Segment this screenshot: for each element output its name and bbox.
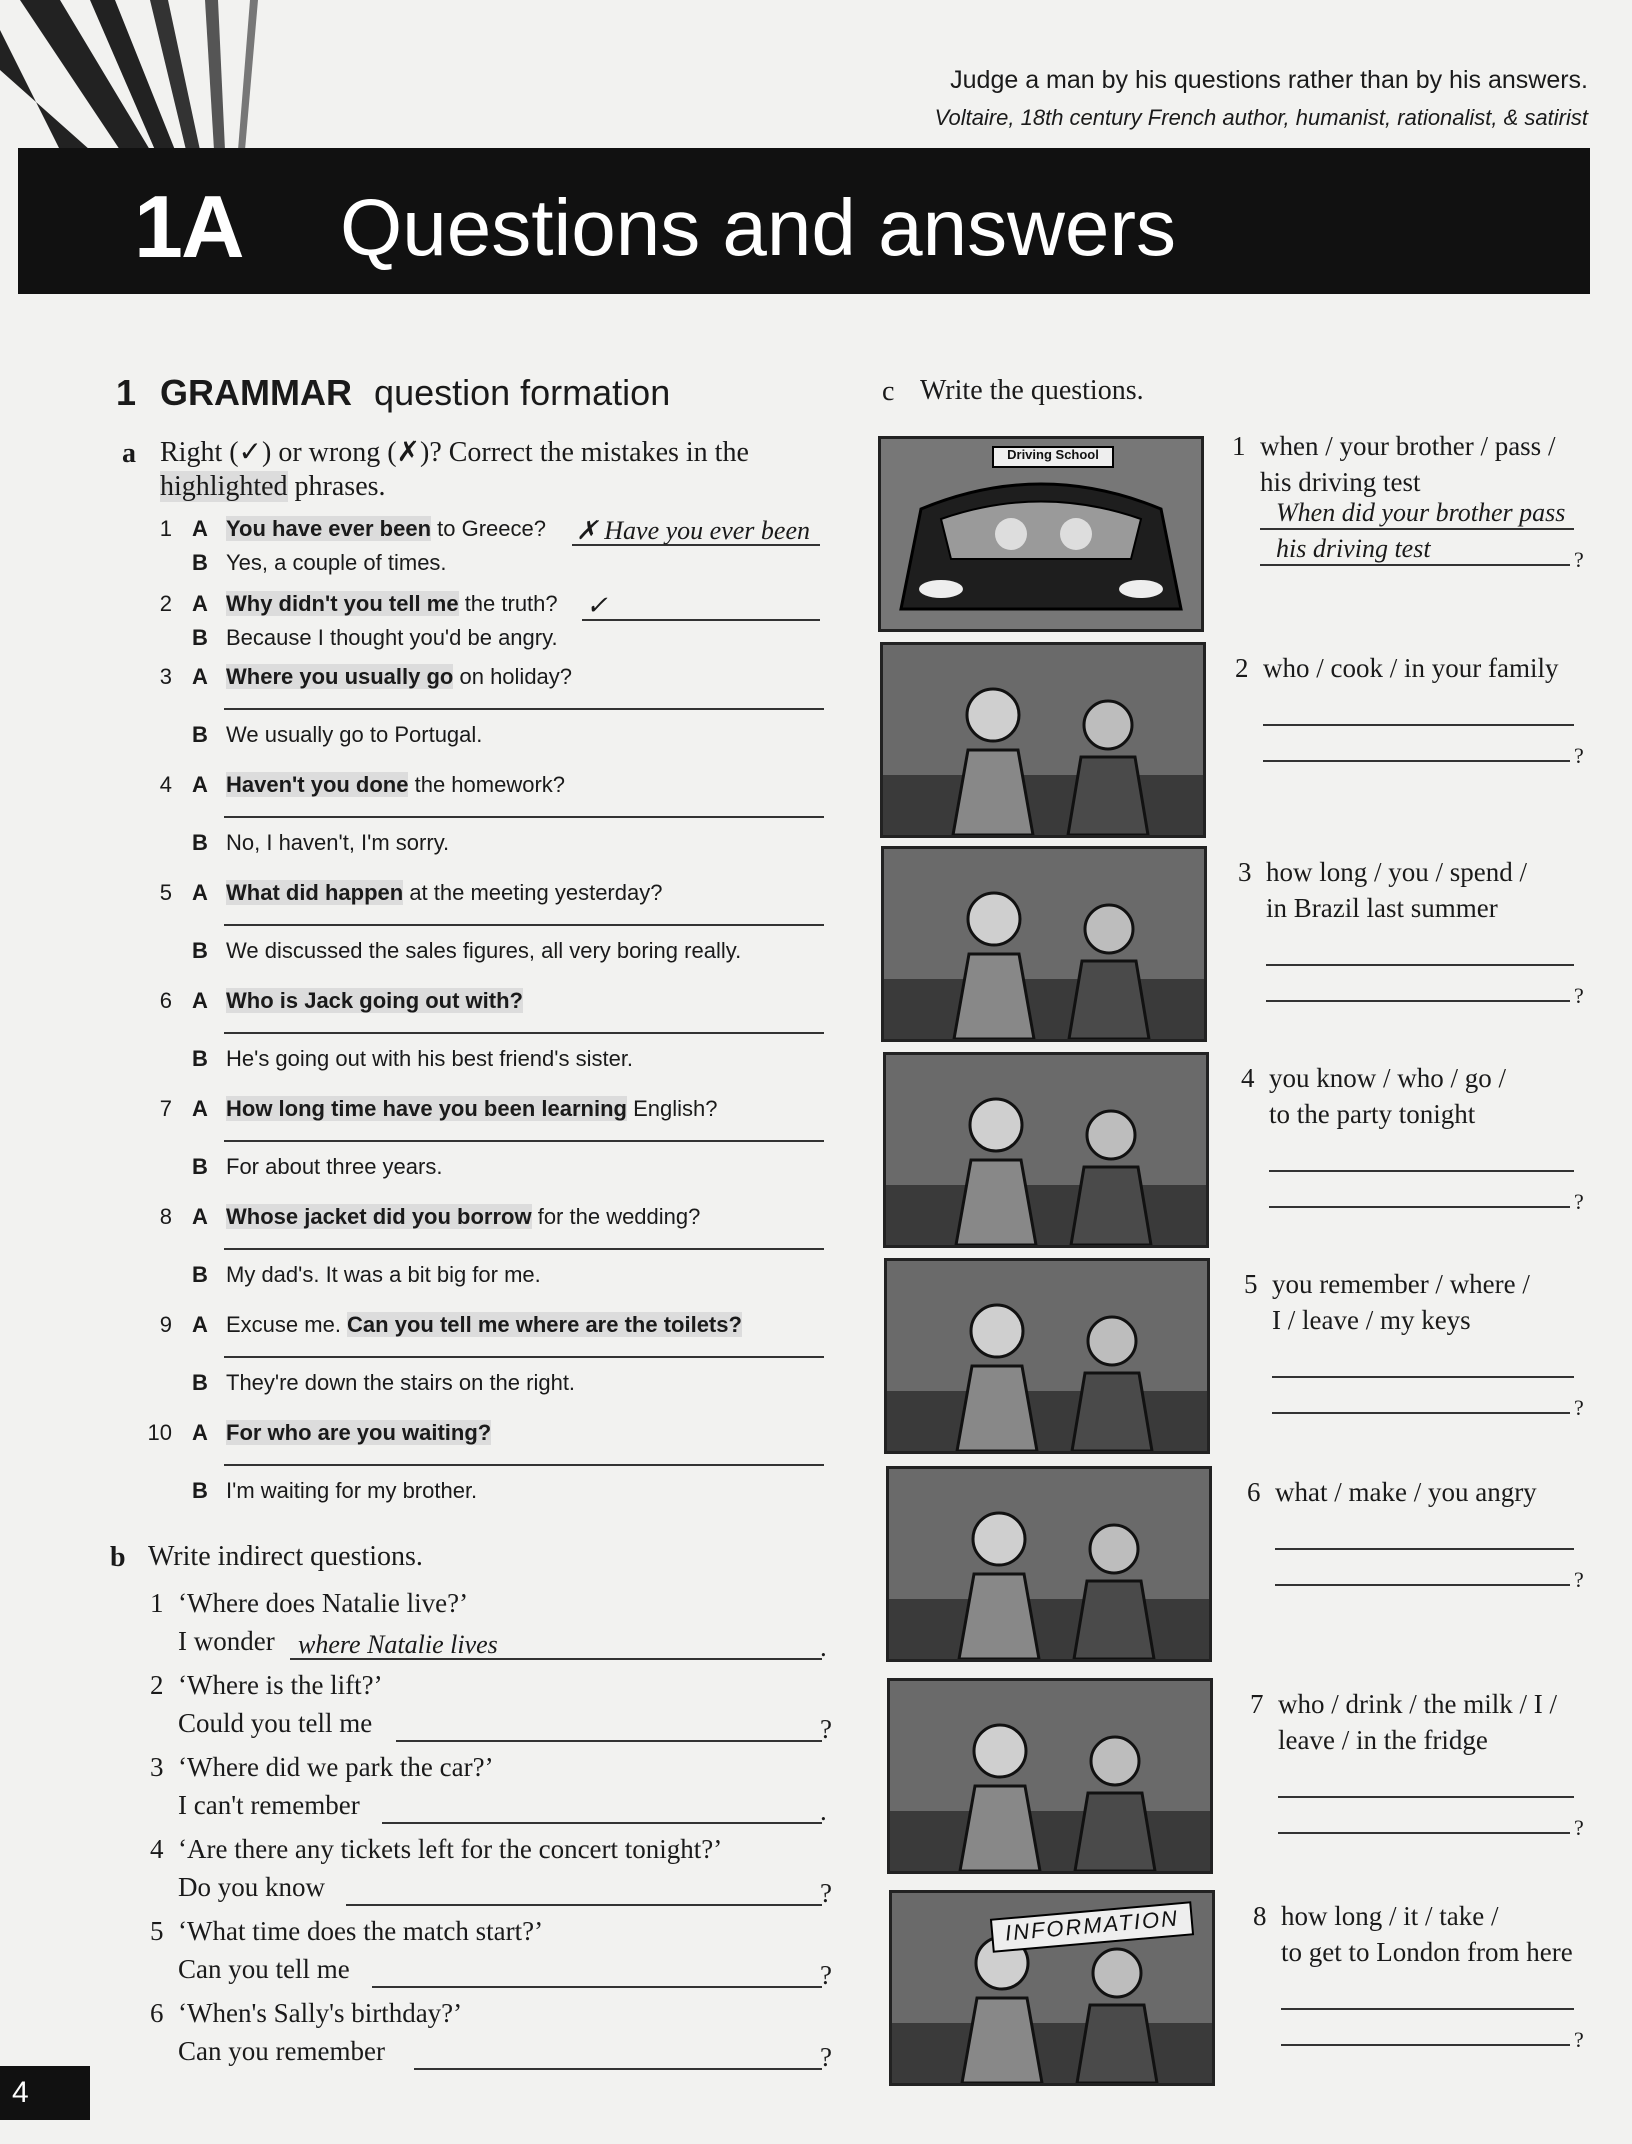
speaker-a-label: A [192,1204,208,1229]
speaker-a-label: A [192,772,208,797]
prompt-line-2: his driving test [1260,467,1421,497]
prompt-line-2: to the party tonight [1269,1099,1476,1129]
item-number: 10 [147,1420,172,1445]
speaker-b-text: We usually go to Portugal. [226,722,483,747]
answer-line[interactable] [382,1822,822,1824]
speaker-a-label: A [192,1312,208,1337]
speaker-a-label: A [192,1096,208,1121]
highlighted-phrase: Can you tell me where are the toilets? [347,1312,742,1337]
part-a-instruction [160,436,840,504]
answer-line[interactable] [224,816,824,818]
end-punctuation: . [820,1796,827,1826]
item-number: 5 [159,880,172,905]
prompt-line-1: what / make / you angry [1275,1477,1537,1507]
speaker-a-text [226,591,558,617]
answer-line[interactable] [396,1740,822,1742]
illustration [880,642,1206,838]
speaker-b-label: B [192,550,208,575]
item-number: 5 [1244,1269,1258,1299]
sentence-start: Excuse me. [226,1312,348,1337]
part-b-instruction: Write indirect questions. [148,1541,423,1572]
answer-line-2[interactable] [1278,1832,1570,1834]
speaker-b-text: My dad's. It was a bit big for me. [226,1262,541,1287]
answer-line-1[interactable] [1272,1376,1574,1378]
speaker-a-text [226,1204,700,1230]
picture-sign-text: INFORMATION [1003,1905,1180,1946]
header-rays-graphic [0,0,300,150]
end-punctuation: ? [820,1714,832,1744]
answer-line[interactable] [582,619,820,621]
answer-line-1[interactable] [1275,1548,1574,1550]
item-number: 2 [150,1670,164,1700]
item-number: 2 [1235,653,1249,683]
sentence-start: I can't remember [178,1790,360,1820]
illustration-drawing [889,1469,1209,1659]
speaker-a-text [226,988,523,1014]
prompt-line-2: in Brazil last summer [1266,893,1498,923]
speaker-a-text [226,880,662,906]
item-number: 8 [1253,1901,1267,1931]
illustration-drawing [884,849,1204,1039]
item-number: 5 [150,1916,164,1946]
sentence-start: Can you remember [178,2036,385,2066]
sentence-start: Could you tell me [178,1708,373,1738]
speaker-b-text: They're down the stairs on the right. [226,1370,576,1395]
speaker-a-text [226,664,572,690]
end-punctuation: ? [1574,1395,1584,1420]
sentence-rest: to Greece? [431,516,546,541]
section-number: 1 [116,372,137,413]
prompt-line-2: leave / in the fridge [1278,1725,1488,1755]
original-question: ‘What time does the match start?’ [178,1916,544,1946]
instruction-highlighted-word: highlighted [160,471,288,502]
written-answer-2: his driving test [1276,534,1431,563]
speaker-a-label: A [192,1420,208,1445]
speaker-b-text: Yes, a couple of times. [226,550,447,575]
part-a-letter: a [122,438,136,469]
answer-line[interactable] [372,1986,822,1988]
speaker-b-text: For about three years. [226,1154,443,1179]
speaker-b-label: B [192,1370,208,1395]
unit-number: 1A [134,177,243,276]
item-number: 6 [150,1998,164,2028]
item-number: 3 [150,1752,164,1782]
part-c-letter: c [882,376,895,407]
sentence-start: I wonder [178,1626,275,1656]
highlighted-phrase: Haven't you done [226,772,409,797]
unit-banner [18,148,1590,294]
speaker-b-text: Because I thought you'd be angry. [226,625,558,650]
sentence-rest: the homework? [408,772,566,797]
speaker-b-text: I'm waiting for my brother. [226,1478,478,1503]
item-number: 7 [159,1096,172,1121]
section-subtitle: question formation [374,372,671,413]
section-heading [116,372,670,414]
prompt-line-1: how long / it / take / [1281,1901,1499,1931]
section-title: GRAMMAR [160,372,353,413]
speaker-a-label: A [192,988,208,1013]
prompt-line-1: you know / who / go / [1269,1063,1507,1093]
speaker-a-label: A [192,516,208,541]
speaker-a-text [226,1312,742,1338]
answer-line[interactable] [346,1904,822,1906]
item-number: 4 [159,772,172,797]
picture-sign-text: Driving School [1007,447,1099,462]
item-number: 3 [1238,857,1252,887]
illustration-drawing [883,645,1203,835]
end-punctuation: . [820,1632,827,1662]
speaker-b-label: B [192,722,208,747]
speaker-b-label: B [192,830,208,855]
end-punctuation: ? [1574,2027,1584,2052]
illustration [887,1678,1213,1874]
highlighted-phrase: You have ever been [226,516,432,541]
speaker-b-label: B [192,1262,208,1287]
answer-line[interactable] [224,1356,824,1358]
item-number: 6 [1247,1477,1261,1507]
original-question: ‘When's Sally's birthday?’ [178,1998,463,2028]
answer-line-2[interactable] [1269,1206,1570,1208]
prompt-line-1: who / cook / in your family [1263,653,1559,683]
answer-line[interactable] [414,2068,822,2070]
item-number: 4 [1241,1063,1255,1093]
instruction-text-end: phrases. [294,471,386,502]
answer-line-2[interactable] [1263,760,1570,762]
speaker-b-text: We discussed the sales figures, all very boring really. [226,938,742,963]
highlighted-phrase: What did happen [226,880,404,905]
answer-line-1[interactable] [1263,724,1574,726]
speaker-a-text [226,516,546,542]
prompt-line-2: to get to London from here [1281,1937,1573,1967]
part-b-letter: b [110,1542,126,1573]
illustration [881,846,1207,1042]
illustration [884,1258,1210,1454]
end-punctuation: ? [820,2042,832,2072]
answer-line-1[interactable] [1266,964,1574,966]
answer-line[interactable] [224,1248,824,1250]
speaker-a-label: A [192,880,208,905]
prompt-line-1: how long / you / spend / [1266,857,1527,887]
answer-line[interactable] [224,1140,824,1142]
written-answer: ✗ Have you ever been [576,516,810,545]
answer-line[interactable] [224,1464,824,1466]
answer-line-2[interactable] [1275,1584,1570,1586]
highlighted-phrase: Whose jacket did you borrow [226,1204,532,1229]
speaker-a-text [226,1420,491,1446]
speaker-b-label: B [192,1478,208,1503]
sentence-rest: for the wedding? [531,1204,701,1229]
illustration-drawing [886,1055,1206,1245]
end-punctuation: ? [1574,743,1584,768]
original-question: ‘Are there any tickets left for the concert tonight?’ [178,1834,723,1864]
written-answer: ✓ [586,591,608,620]
speaker-b-text: No, I haven't, I'm sorry. [226,830,450,855]
item-number: 8 [159,1204,172,1229]
illustration-drawing [881,439,1201,629]
speaker-a-label: A [192,664,208,689]
highlighted-phrase: Why didn't you tell me [226,591,459,616]
item-number: 1 [1232,431,1246,461]
answer-line-2[interactable] [1281,2044,1570,2046]
answer-line[interactable] [224,708,824,710]
highlighted-phrase: How long time have you been learning [226,1096,627,1121]
item-number: 4 [150,1834,164,1864]
unit-title: Questions and answers [340,183,1177,272]
speaker-a-label: A [192,591,208,616]
end-punctuation: ? [1574,1567,1584,1592]
sentence-rest: the truth? [458,591,558,616]
illustration-drawing [887,1261,1207,1451]
answer-line-1[interactable] [1260,528,1574,530]
speaker-b-label: B [192,625,208,650]
epigraph [935,66,1588,131]
page-number: 4 [0,2066,90,2120]
prompt-line-2: I / leave / my keys [1272,1305,1471,1335]
written-answer-1: When did your brother pass [1276,498,1566,527]
end-punctuation: ? [1574,1815,1584,1840]
sentence-rest: on holiday? [453,664,573,689]
answer-line-1[interactable] [1281,2008,1574,2010]
prompt-line-1: who / drink / the milk / I / [1278,1689,1557,1719]
answer-line-2[interactable] [1272,1412,1570,1414]
answer-line-1[interactable] [1269,1170,1574,1172]
answer-line-2[interactable] [1266,1000,1570,1002]
answer-line-1[interactable] [1278,1796,1574,1798]
illustration [889,1890,1215,2086]
end-punctuation: ? [820,1960,832,1990]
item-number: 1 [150,1588,164,1618]
highlighted-phrase: For who are you waiting? [226,1420,492,1445]
sentence-start: Do you know [178,1872,325,1902]
answer-line[interactable] [224,1032,824,1034]
highlighted-phrase: Where you usually go [226,664,454,689]
item-number: 7 [1250,1689,1264,1719]
speaker-a-text [226,1096,717,1122]
end-punctuation: ? [1574,1189,1584,1214]
illustration [883,1052,1209,1248]
speaker-b-label: B [192,938,208,963]
instruction-text: Right (✓) or wrong (✗)? Correct the mistakes in the [160,437,749,468]
end-punctuation: ? [1574,983,1584,1008]
quote-author: Voltaire, 18th century French author, humanist, rationalist, & satirist [934,105,1588,130]
speaker-b-text: He's going out with his best friend's sister. [226,1046,634,1071]
illustration [878,436,1204,632]
part-c-instruction: Write the questions. [920,375,1144,406]
prompt-line-1: when / your brother / pass / [1260,431,1556,461]
item-number: 9 [159,1312,172,1337]
highlighted-phrase: Who is Jack going out with? [226,988,523,1013]
answer-line-2[interactable] [1260,564,1570,566]
speaker-b-label: B [192,1154,208,1179]
sentence-rest: English? [626,1096,718,1121]
original-question: ‘Where does Natalie live?’ [178,1588,469,1618]
original-question: ‘Where did we park the car?’ [178,1752,494,1782]
item-number: 2 [159,591,172,616]
illustration [886,1466,1212,1662]
quote-text: Judge a man by his questions rather than by his answers. [950,66,1588,94]
speaker-b-label: B [192,1046,208,1071]
illustration-drawing [890,1681,1210,1871]
written-answer: where Natalie lives [298,1630,498,1659]
speaker-a-text [226,772,565,798]
answer-line[interactable] [224,924,824,926]
item-number: 3 [159,664,172,689]
item-number: 6 [159,988,172,1013]
end-punctuation: ? [820,1878,832,1908]
sentence-start: Can you tell me [178,1954,350,1984]
original-question: ‘Where is the lift?’ [178,1670,383,1700]
item-number: 1 [159,516,172,541]
sentence-rest: at the meeting yesterday? [403,880,663,905]
prompt-line-1: you remember / where / [1272,1269,1530,1299]
end-punctuation: ? [1574,547,1584,572]
